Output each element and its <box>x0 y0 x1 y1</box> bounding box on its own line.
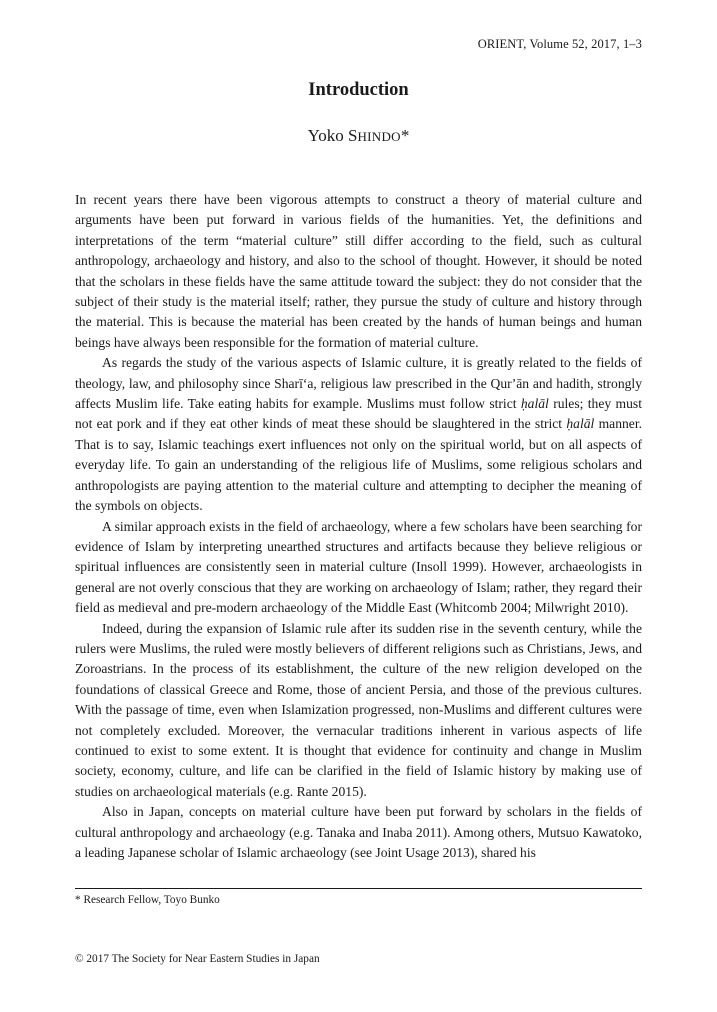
footnote: * Research Fellow, Toyo Bunko <box>75 894 220 906</box>
paragraph-4: Indeed, during the expansion of Islamic rule after its sudden rise in the seventh century, while the rulers were Muslims, the ruled were mostly believers of different religions such as Christians, Jews, and Zoroastrians. In the process of its establishment, the culture of the new religion developed on the foundations of classical Greece and Rome, those of ancient Persia, and those of the previous cultures. With the passage of time, even when Islamization progressed, non-Muslims and different cultures were not completely excluded. Moreover, the vernacular traditions inherent in various aspects of life continued to exist to some extent. It is thought that evidence for continuity and change in Muslim society, economy, culture, and life can be clarified in the field of Islamic history by making use of studies on archaeological materials (e.g. Rante 2015). <box>75 620 642 799</box>
article-body <box>75 190 642 863</box>
paragraph-2: As regards the study of the various aspects of Islamic culture, it is greatly related to the fields of theology, law, and philosophy since Sharīʻa, religious law prescribed in the Qurʼān and hadith, strongly affects Muslim life. Take eating habits for example. Muslims must follow strict ḥalāl rules; they must not eat pork and if they eat other kinds of meat these should be slaughtered in the strict ḥalāl manner. That is to say, Islamic teachings exert influences not only on the spiritual world, but on all aspects of everyday life. To gain an understanding of the religious life of Muslims, some religious scholars and anthropologists are paying attention to the material culture and attempting to decipher the meaning of the symbols on objects. <box>75 355 642 514</box>
author-line <box>0 126 717 146</box>
term-halal: ḥalāl <box>520 396 549 412</box>
author-footnote-mark: * <box>400 126 410 145</box>
article-title: Introduction <box>308 80 409 100</box>
author-surname: SHINDO <box>347 126 401 145</box>
paragraph-1: In recent years there have been vigorous attempts to construct a theory of material culture and arguments have been put forward in various fields of the humanities. Yet, the definitions and interpretations of the term “material culture” still differ according to the field, such as cultural anthropology, archaeology and history, and also to the school of thought. However, it should be noted that the scholars in these fields have the same attitude toward the subject: they do not consider that the subject of their study is the material itself; rather, they pursue the study of culture and history through the material. This is because the material has been created by the hands of human beings and human beings have always been responsible for the formation of material culture. <box>75 192 642 350</box>
author-given-name: Yoko <box>307 126 344 145</box>
paragraph-5: Also in Japan, concepts on material culture have been put forward by scholars in the fields of cultural anthropology and archaeology (e.g. Tanaka and Inaba 2011). Among others, Mutsuo Kawatoko, a leading Japanese scholar of Islamic archaeology (see Joint Usage 2013), shared his <box>75 804 642 860</box>
term-halal: ḥalāl <box>566 416 595 432</box>
copyright-notice: © 2017 The Society for Near Eastern Studies in Japan <box>75 953 320 965</box>
paragraph-3: A similar approach exists in the field of archaeology, where a few scholars have been searching for evidence of Islam by interpreting unearthed structures and artifacts because they believe religious or spiritual influences are consistently seen in material culture (Insoll 1999). However, archaeologists in general are not overly conscious that they are working on archaeology of Islam; rather, they regard their field as medieval and pre-modern archaeology of the Middle East (Whitcomb 2004; Milwright 2010). <box>75 518 642 616</box>
running-head: ORIENT, Volume 52, 2017, 1–3 <box>477 37 642 51</box>
footnote-divider <box>75 888 642 889</box>
